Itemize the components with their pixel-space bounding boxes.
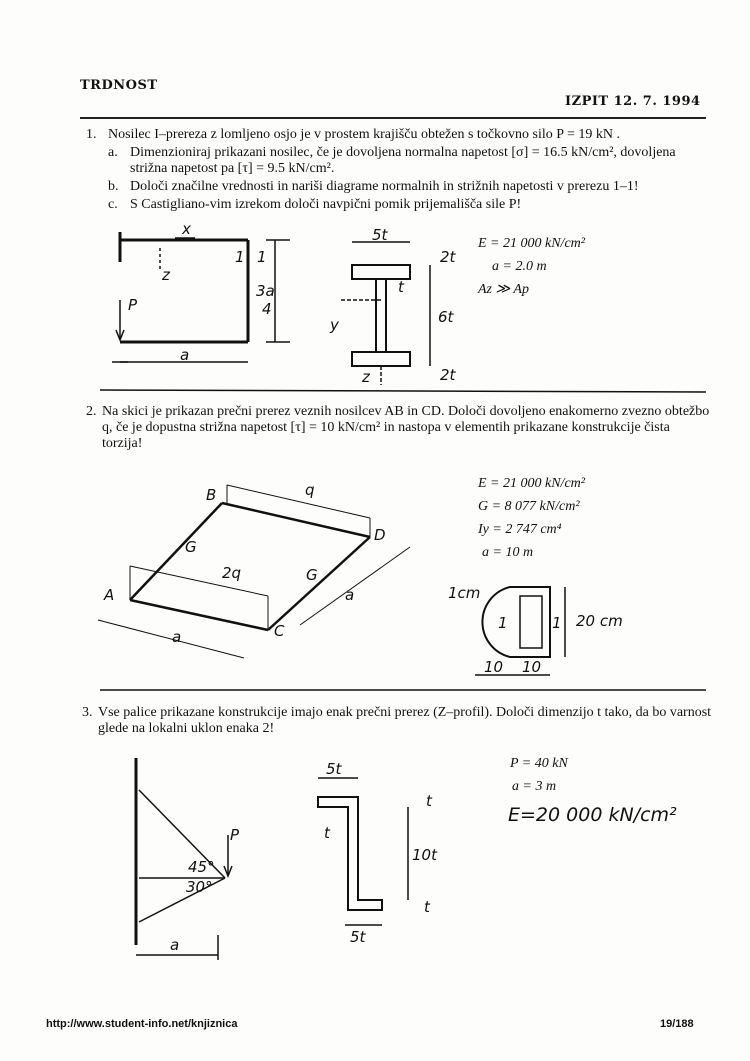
- length-label: a: [180, 346, 190, 364]
- dim-label: 1: [498, 614, 508, 632]
- p2-frame-sketch: [130, 503, 370, 630]
- node-label-b: B: [206, 486, 217, 504]
- angle-label: 45°: [188, 858, 215, 876]
- force-label: P: [230, 826, 240, 844]
- problem2-text: Na skici je prikazan prečni prerez veznih nosilcev AB in CD. Določi dovoljeno enakomerno zvezno obtežbo q, če je dopustna strižna napetost [τ] = 10 kN/cm² in nastopa v elementih prikazane konstrukcije čista torzija!: [102, 404, 710, 451]
- item-c-text: S Castigliano-vim izrekom določi navpični pomik prijemališča sile P!: [130, 197, 522, 212]
- flange-width-label: 5t: [326, 760, 342, 778]
- length-label: a: [170, 936, 180, 954]
- item-b-label: b.: [108, 179, 119, 194]
- problem3-number: 3.: [82, 705, 93, 720]
- height-den-label: 4: [262, 300, 272, 318]
- web-thickness-label: t: [398, 278, 404, 296]
- height-label: 10t: [412, 846, 437, 864]
- dim-label: 10: [522, 658, 542, 676]
- node-label-c: C: [274, 622, 285, 640]
- flange-thickness-label: 2t: [440, 248, 456, 266]
- section-label: 1: [257, 248, 267, 266]
- z-profile-sketch: [318, 797, 382, 910]
- force-label: P: [128, 296, 138, 314]
- item-a-text: Dimenzioniraj prikazani nosilec, če je dovoljena normalna napetost [σ] = 16.5 kN/cm², dovoljena strižna napetost pa [τ] = 9.5 kN/cm².: [130, 145, 676, 176]
- exam-date: IZPIT 12. 7. 1994: [565, 94, 701, 109]
- y-axis-label: y: [330, 316, 339, 334]
- p2-param: Iy = 2 747 cm⁴: [478, 522, 562, 537]
- p1-param: a = 2.0 m: [492, 259, 547, 274]
- p1-param: Az ≫ Ap: [478, 282, 529, 297]
- handwritten-modulus: E=20 000 kN/cm²: [508, 804, 677, 826]
- thickness-label: 1cm: [448, 584, 481, 602]
- item-a-label: a.: [108, 145, 118, 160]
- page-number: 19/188: [660, 1018, 694, 1030]
- flange-thickness-label: 2t: [440, 366, 456, 384]
- subject-title: TRDNOST: [80, 78, 158, 93]
- node-label-a: A: [104, 586, 115, 604]
- dim-label: a: [345, 586, 355, 604]
- problem3-text: Vse palice prikazane konstrukcije imajo enak prečni prerez (Z–profil). Določi dimenzijo t tako, da bo varnost glede na lokalni uklon enaka 2!: [98, 705, 712, 736]
- p3-truss-sketch: [136, 758, 232, 960]
- problem1-number: 1.: [86, 127, 97, 142]
- p2-param: E = 21 000 kN/cm²: [478, 476, 585, 491]
- section-label: 1: [235, 248, 245, 266]
- footer-url[interactable]: http://www.student-info.net/knjiznica: [46, 1018, 238, 1030]
- problem3-statement: [82, 705, 712, 737]
- load-label: 2q: [222, 564, 242, 582]
- dim-label: 1: [552, 614, 562, 632]
- member-label: G: [306, 566, 318, 584]
- height-label: 20 cm: [576, 612, 623, 630]
- angle-label: 30°: [186, 878, 213, 896]
- thickness-label: t: [426, 792, 432, 810]
- dim-label: a: [172, 628, 182, 646]
- x-axis-label: x: [182, 220, 191, 238]
- web-height-label: 6t: [438, 308, 454, 326]
- problem2-number: 2.: [86, 404, 97, 419]
- z-axis-label: z: [362, 368, 370, 386]
- dim-label: 10: [484, 658, 504, 676]
- p3-param: P = 40 kN: [510, 756, 568, 771]
- i-section-sketch: [340, 242, 430, 385]
- thickness-label: t: [424, 898, 430, 916]
- flange-width-label: 5t: [350, 928, 366, 946]
- z-axis-label: z: [162, 266, 170, 284]
- item-c-label: c.: [108, 197, 118, 212]
- divider: [100, 390, 706, 392]
- problem3-block: [82, 705, 712, 737]
- problem2-block: [86, 404, 712, 452]
- flange-width-label: 5t: [372, 226, 388, 244]
- web-thickness-label: t: [324, 824, 330, 842]
- p2-param: a = 10 m: [482, 545, 534, 560]
- node-label-d: D: [374, 526, 386, 544]
- problem2-statement: [86, 404, 712, 452]
- p3-param: a = 3 m: [512, 779, 557, 794]
- problem1-text: Nosilec I–prereza z lomljeno osjo je v prostem krajišču obtežen s točkovno silo P = 19 kN .: [108, 127, 621, 142]
- p1-param: E = 21 000 kN/cm²: [478, 236, 585, 251]
- member-label: G: [185, 538, 197, 556]
- load-label: q: [305, 481, 315, 499]
- height-label: 3a: [256, 282, 275, 300]
- p2-param: G = 8 077 kN/cm²: [478, 499, 580, 514]
- item-b-text: Določi značilne vrednosti in nariši diagrame normalnih in strižnih napetosti v prerezu 1–1!: [130, 179, 639, 194]
